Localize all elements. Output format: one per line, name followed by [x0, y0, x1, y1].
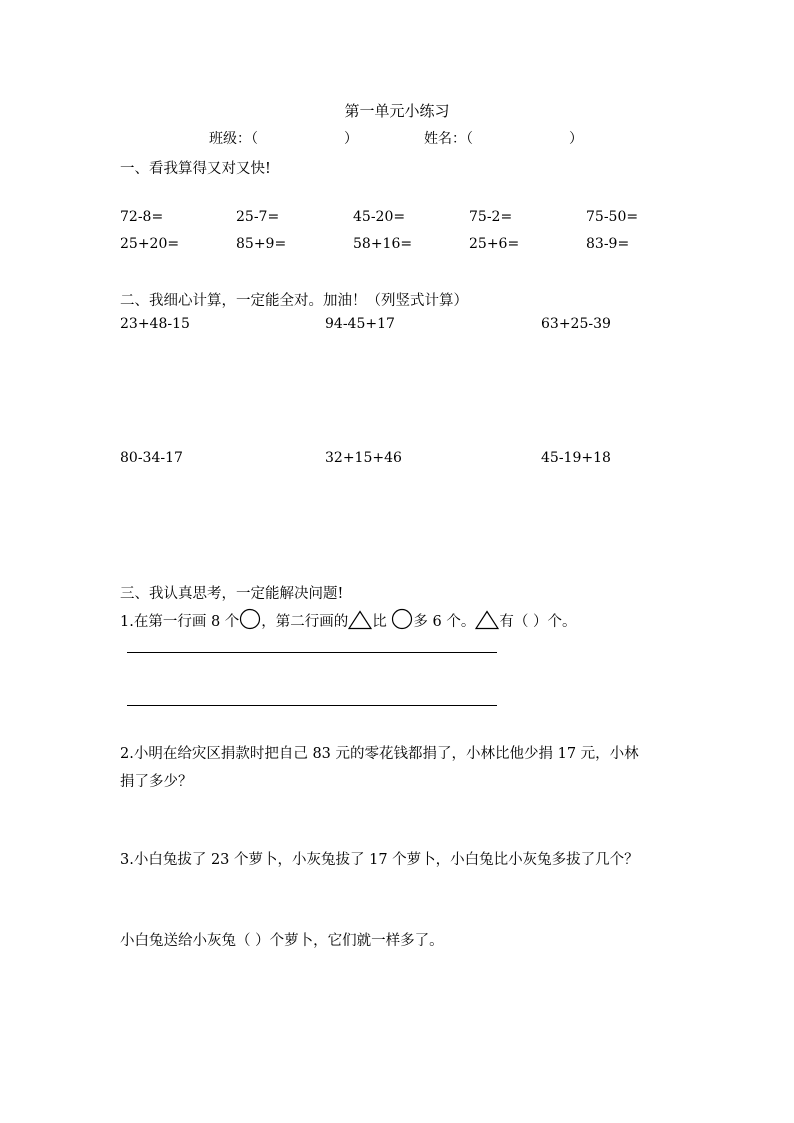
question-3-line-2: 小白兔送给小灰兔（ ）个萝卜，它们就一样多了。: [120, 933, 444, 949]
calc-item: 58+16=: [353, 236, 413, 252]
vertical-calc-item: 80-34-17: [120, 450, 183, 466]
calc-item: 75-2=: [469, 209, 513, 225]
question-2-line-2: 捐了多少？: [120, 774, 193, 790]
vertical-calc-item: 45-19+18: [541, 450, 611, 466]
circle-icon: [239, 608, 261, 630]
name-close: ）: [569, 131, 583, 147]
calc-item: 85+9=: [236, 236, 287, 252]
triangle-icon: [475, 610, 499, 630]
q1-text-1: 1.在第一行画 8 个: [120, 614, 240, 630]
vertical-calc-item: 94-45+17: [325, 316, 395, 332]
q1-text-2: ，第二行画的: [261, 614, 349, 630]
page-title: 第一单元小练习: [344, 102, 450, 120]
calc-item: 25+20=: [120, 236, 180, 252]
q1-text-5: 有（ ）个。: [499, 614, 577, 630]
calc-item: 25-7=: [236, 209, 280, 225]
q1-text-3: 比: [372, 614, 387, 630]
calc-item: 45-20=: [353, 209, 406, 225]
answer-line: [127, 705, 497, 706]
question-3-line-1: 3.小白兔拔了 23 个萝卜，小灰兔拔了 17 个萝卜，小白兔比小灰兔多拔了几个？: [120, 852, 639, 868]
triangle-icon: [348, 610, 372, 630]
calc-item: 72-8=: [120, 209, 164, 225]
vertical-calc-item: 63+25-39: [541, 316, 611, 332]
vertical-calc-item: 23+48-15: [120, 316, 190, 332]
section3-heading: 三、我认真思考，一定能解决问题!: [120, 586, 344, 602]
class-close: ）: [344, 131, 358, 147]
question-1: [120, 608, 576, 631]
circle-icon: [391, 608, 413, 630]
calc-item: 75-50=: [586, 209, 639, 225]
calc-item: 25+6=: [469, 236, 520, 252]
answer-line: [127, 652, 497, 653]
name-label: 姓名：（: [424, 131, 473, 147]
section2-heading: 二、我细心计算，一定能全对。加油！（列竖式计算）: [120, 293, 468, 309]
section1-heading: 一、看我算得又对又快!: [120, 161, 271, 177]
question-2-line-1: 2.小明在给灾区捐款时把自己 83 元的零花钱都捐了，小林比他少捐 17 元，小林: [120, 746, 639, 762]
q1-text-4: 多 6 个。: [413, 614, 476, 630]
calc-item: 83-9=: [586, 236, 630, 252]
class-label: 班级：（: [209, 131, 258, 147]
vertical-calc-item: 32+15+46: [325, 450, 402, 466]
